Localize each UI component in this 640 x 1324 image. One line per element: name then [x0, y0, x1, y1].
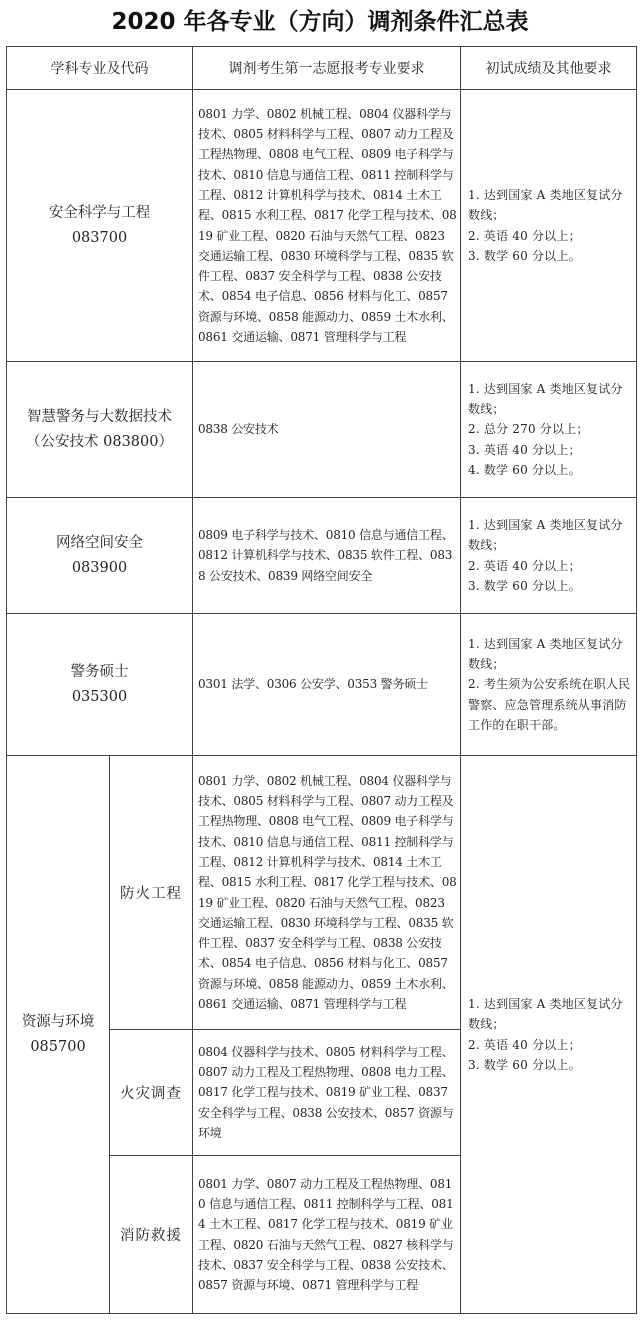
header-first-choice-requirement: 调剂考生第一志愿报考专业要求 — [193, 47, 461, 90]
table-row — [7, 756, 637, 1030]
page-title: 2020 年各专业（方向）调剂条件汇总表 — [111, 9, 529, 35]
group-major-cell — [7, 756, 110, 1314]
first-choice-requirement: 0804 仪器科学与技术、0805 材料科学与工程、0807 动力工程及工程热物理、0808 电力工程、0817 化学工程与技术、0819 矿业工程、0837 安全科学与工程、0838 公安技术、0857 资源与环境 — [193, 1030, 461, 1156]
header-major-code: 学科专业及代码 — [7, 47, 193, 90]
score-requirement — [461, 756, 637, 1314]
major-cell — [7, 498, 193, 614]
score-requirement — [461, 90, 637, 362]
table-row — [7, 90, 637, 362]
sub-direction-name: 消防救援 — [110, 1156, 193, 1314]
score-requirement — [461, 498, 637, 614]
first-choice-requirement: 0801 力学、0807 动力工程及工程热物理、0810 信息与通信工程、0811 控制科学与工程、0814 土木工程、0817 化学工程与技术、0819 矿业工程、0820 石油与天然气工程、0827 核科学与技术、0837 安全科学与工程、0838 公安技术、0857 资源与环境、0871 管理科学与工程 — [193, 1156, 461, 1314]
requirement-item: 3. 数学 60 分以上。 — [468, 248, 581, 263]
major-cell — [7, 90, 193, 362]
requirement-item: 2. 总分 270 分以上； — [468, 422, 589, 437]
first-choice-requirement: 0801 力学、0802 机械工程、0804 仪器科学与技术、0805 材料科学与工程、0807 动力工程及工程热物理、0808 电气工程、0809 电子科学与技术、0810 信息与通信工程、0811 控制科学与工程、0812 计算机科学与技术、0814 土木工程、0815 水利工程、0817 化学工程与技术、0819 矿业工程、0820 石油与天然气工程、0823 交通运输工程、0830 环境科学与工程、0835 软件工程、0837 安全科学与工程、0838 公安技术、0854 电子信息、0856 材料与化工、0857 资源与环境、0858 能源动力、0859 土木水利、0861 交通运输、0871 管理科学与工程 — [193, 756, 461, 1030]
adjustment-conditions-table — [6, 46, 637, 1314]
sub-direction-name: 防火工程 — [110, 756, 193, 1030]
requirement-item: 1. 达到国家 A 类地区复试分数线； — [468, 517, 623, 553]
major-code: （公安技术 083800） — [26, 433, 173, 450]
requirement-item: 1. 达到国家 A 类地区复试分数线； — [468, 381, 623, 417]
major-code: 083900 — [71, 559, 128, 576]
requirement-item: 3. 数学 60 分以上。 — [468, 1057, 581, 1072]
requirement-item: 3. 数学 60 分以上。 — [468, 578, 581, 593]
major-code: 083700 — [71, 229, 128, 246]
major-name: 安全科学与工程 — [48, 204, 151, 221]
requirement-item: 1. 达到国家 A 类地区复试分数线； — [468, 996, 623, 1032]
table-header-row — [7, 47, 637, 90]
requirement-item: 1. 达到国家 A 类地区复试分数线； — [468, 636, 623, 672]
requirement-item: 3. 英语 40 分以上； — [468, 442, 581, 457]
first-choice-requirement: 0301 法学、0306 公安学、0353 警务硕士 — [193, 614, 461, 756]
requirement-item: 1. 达到国家 A 类地区复试分数线； — [468, 187, 623, 223]
score-requirement — [461, 614, 637, 756]
major-name: 警务硕士 — [70, 663, 129, 680]
score-requirement — [461, 362, 637, 498]
requirement-item: 2. 英语 40 分以上； — [468, 1037, 581, 1052]
major-cell — [7, 614, 193, 756]
requirement-item: 4. 数学 60 分以上。 — [468, 462, 581, 477]
table-row — [7, 362, 637, 498]
header-score-requirement: 初试成绩及其他要求 — [461, 47, 637, 90]
major-code: 085700 — [30, 1038, 86, 1055]
major-name: 资源与环境 — [21, 1013, 95, 1030]
table-row — [7, 498, 637, 614]
requirement-item: 2. 考生须为公安系统在职人民警察、应急管理系统从事消防工作的在职干部。 — [468, 677, 631, 732]
first-choice-requirement: 0801 力学、0802 机械工程、0804 仪器科学与技术、0805 材料科学与工程、0807 动力工程及工程热物理、0808 电气工程、0809 电子科学与技术、0810 信息与通信工程、0811 控制科学与工程、0812 计算机科学与技术、0814 土木工程、0815 水利工程、0817 化学工程与技术、0819 矿业工程、0820 石油与天然气工程、0823 交通运输工程、0830 环境科学与工程、0835 软件工程、0837 安全科学与工程、0838 公安技术、0854 电子信息、0856 材料与化工、0857 资源与环境、0858 能源动力、0859 土木水利、0861 交通运输、0871 管理科学与工程 — [193, 90, 461, 362]
table-row — [7, 614, 637, 756]
sub-direction-name: 火灾调查 — [110, 1030, 193, 1156]
first-choice-requirement: 0838 公安技术 — [193, 362, 461, 498]
first-choice-requirement: 0809 电子科学与技术、0810 信息与通信工程、0812 计算机科学与技术、0835 软件工程、0838 公安技术、0839 网络空间安全 — [193, 498, 461, 614]
requirement-item: 2. 英语 40 分以上； — [468, 228, 581, 243]
major-cell — [7, 362, 193, 498]
major-code: 035300 — [71, 688, 128, 705]
major-name: 智慧警务与大数据技术 — [27, 408, 172, 425]
requirement-item: 2. 英语 40 分以上； — [468, 558, 581, 573]
major-name: 网络空间安全 — [56, 534, 143, 551]
